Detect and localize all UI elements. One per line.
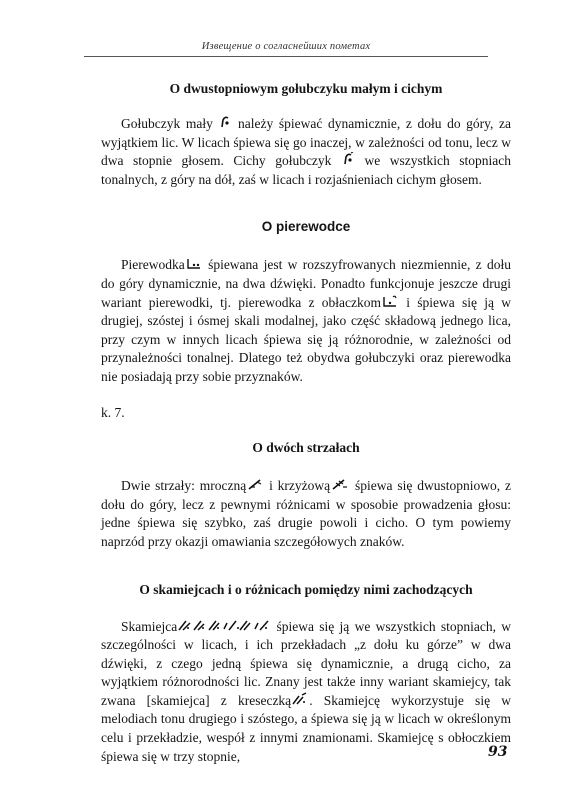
paragraph-strzaly — [101, 477, 511, 551]
text-run: Gołubczyk mały — [121, 116, 213, 131]
text-run: Pierewodka — [121, 257, 185, 273]
text-run: i krzyżową — [269, 478, 331, 494]
paragraph-pierewodka — [101, 256, 511, 386]
text-run: śpiewa się ją we wszystkich stopniach, w szczególności w licach, i ich przekładach „z dołu ku górze” w dwa dźwięki, z czego jedną śpiewa się dynamicznie, a drugą cicho, za wyjątkiem różnorodności lic. Znany jest także inny wariant skamiejcy, tak zwana [skamiejca] z kreseczką — [101, 618, 511, 708]
text-run: Dwie strzały: mroczną — [121, 478, 247, 494]
section-heading-strzaly: O dwóch strzałach — [252, 440, 360, 456]
folio-marker: k. 7. — [101, 404, 125, 420]
section-heading-skamiejcy: O skamiejcach i o różnicach pomiędzy nimi zachodzących — [139, 581, 473, 597]
text-run: . Skamiejcę wykorzystuje się w melodiach tonu drugiego i szóstego, a śpiewa się ją w licach w określonym celu i przekładzie, wespół z innymi znamionami. Skamiejcę s obłoczkiem śpiewa się w trzy stopnie, — [101, 692, 511, 764]
paragraph-skamiejcy — [101, 618, 511, 767]
header-rule — [84, 56, 488, 57]
pierewodka-icon — [186, 257, 202, 270]
text-run: Skamiejca — [121, 618, 178, 634]
strzala-mroczna-icon — [247, 478, 263, 491]
page-number: 93 — [488, 744, 508, 760]
skamiejca-variants-icon — [178, 619, 270, 632]
text-run: we wszystkich stopniach tonalnych, z góry na dół, zaś w licach i rozjaśnieniach cichym głosem. — [101, 153, 512, 187]
text-run: śpiewa się dwustopniowo, z dołu do góry, lecz z pewnymi różnicami w sposobie prowadzenia głosu: jedne śpiewa się szybko, zaś drugie powoli i cicho. O tym powiemy naprzód przy okazji omawiania szczegółowych znaków. — [101, 478, 511, 549]
text-run: należy śpiewać dynamicznie, z dołu do góry, za wyjątkiem lic. W licach śpiewa się go inaczej, w zależności od tonu, lecz w dwa stopnie głosem. Cichy gołubczyk — [101, 116, 512, 169]
section-heading-pierewodka: O pierewodce — [261, 219, 351, 235]
paragraph-golubczyk — [101, 115, 511, 189]
page-content — [101, 72, 511, 766]
text-run: śpiewana jest w rozszyfrowanych niezmiennie, z dołu do góry dynamicznie, na dwa dźwięki. Ponadto funkcjonuje jeszcze drugi wariant pierewodki, tj. pierewodka z obłaczkom — [101, 257, 511, 310]
strzala-krzyzowa-icon — [331, 478, 349, 491]
golubczyk-cichy-icon — [342, 152, 354, 166]
text-run: i śpiewa się ją w drugiej, szóstej i ósmej skali modalnej, jako część składową jednego lica, przy czym w innych licach śpiewa się ją różnorodnie, w zależności od przynależności tonalnej. Dlatego też obydwa gołubczyki oraz pierewodka nie posiadają przy sobie przyznaków. — [101, 294, 512, 384]
skamiejca-kreseczka-icon — [292, 692, 308, 706]
golubczyk-maly-icon — [219, 115, 231, 129]
pierewodka-oblaczko-icon — [382, 295, 398, 308]
running-header: Извещение о согласнейших пометах — [201, 41, 371, 52]
section-heading-golubczyk: O dwustopniowym gołubczyku małym i cichym — [169, 81, 443, 96]
